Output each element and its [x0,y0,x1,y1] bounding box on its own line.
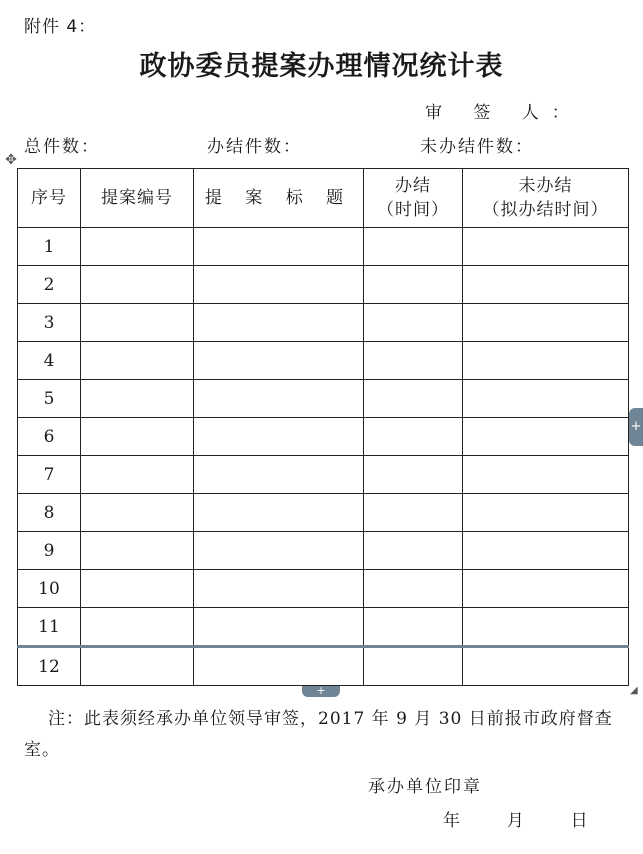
completed-time-cell[interactable] [364,380,463,418]
header-pending-line1: 未办结 [518,176,573,196]
table-resize-handle-icon[interactable]: ◢ [630,685,638,696]
header-completed-line2: （时间） [377,200,449,220]
reviewer-label-text: 审 签 人： [425,103,582,123]
proposal-title-cell[interactable] [194,608,364,647]
header-completed-line1: 办结 [395,176,431,196]
completed-time-cell[interactable] [364,304,463,342]
pending-time-cell[interactable] [463,228,629,266]
proposal-no-cell[interactable] [81,266,194,304]
table-row [18,304,629,342]
header-pending-time [463,169,629,228]
header-completed-time [364,169,463,228]
table-row [18,608,629,647]
table-move-handle-icon[interactable]: ✥ [5,152,17,168]
table-row [18,380,629,418]
table-row [18,570,629,608]
completed-time-cell[interactable] [364,418,463,456]
proposal-title-cell[interactable] [194,647,364,686]
row-seq-cell: 6 [18,418,81,456]
table-header-row [18,169,629,228]
completed-time-cell[interactable] [364,647,463,686]
proposal-no-cell[interactable] [81,647,194,686]
statistics-table [17,168,629,686]
proposal-title-cell[interactable] [194,570,364,608]
row-seq-cell: 4 [18,342,81,380]
unit-seal-label: 承办单位印章 [368,777,482,797]
completed-count-label: 办结件数： [207,137,302,157]
proposal-no-cell[interactable] [81,456,194,494]
table-row [18,418,629,456]
proposal-title-cell[interactable] [194,266,364,304]
table-row [18,494,629,532]
pending-time-cell[interactable] [463,494,629,532]
row-seq-cell: 5 [18,380,81,418]
completed-time-cell[interactable] [364,228,463,266]
signature-date [443,806,588,831]
row-seq-cell: 7 [18,456,81,494]
row-seq-cell: 1 [18,228,81,266]
date-day-label: 日 [570,811,588,831]
row-seq-cell: 11 [18,608,81,647]
pending-time-cell[interactable] [463,456,629,494]
completed-time-cell[interactable] [364,342,463,380]
row-seq-cell: 8 [18,494,81,532]
proposal-no-cell[interactable] [81,532,194,570]
row-seq-cell: 9 [18,532,81,570]
proposal-no-cell[interactable] [81,342,194,380]
header-pending-line2: （拟办结时间） [482,200,609,220]
pending-time-cell[interactable] [463,266,629,304]
document-title: 政协委员提案办理情况统计表 [139,51,504,82]
pending-time-cell[interactable] [463,304,629,342]
row-seq-cell: 3 [18,304,81,342]
header-proposal-title: 提 案 标 题 [194,169,364,228]
row-seq-cell: 12 [18,647,81,686]
pending-time-cell[interactable] [463,532,629,570]
completed-time-cell[interactable] [364,532,463,570]
table-row [18,342,629,380]
pending-time-cell[interactable] [463,647,629,686]
header-seq: 序号 [18,169,81,228]
date-month-label: 月 [506,811,524,831]
attachment-label: 附件 4： [24,17,97,37]
proposal-title-cell[interactable] [194,342,364,380]
add-column-plus-icon[interactable]: + [629,408,643,446]
table-row [18,532,629,570]
proposal-no-cell[interactable] [81,570,194,608]
add-row-plus-icon[interactable]: + [302,686,340,697]
row-seq-cell: 10 [18,570,81,608]
total-count-label: 总件数： [24,137,100,157]
proposal-no-cell[interactable] [81,228,194,266]
proposal-title-cell[interactable] [194,304,364,342]
proposal-title-cell[interactable] [194,228,364,266]
reviewer-label [425,98,582,123]
proposal-title-cell[interactable] [194,456,364,494]
proposal-no-cell[interactable] [81,608,194,647]
pending-count-label: 未办结件数： [420,137,534,157]
header-proposal-no: 提案编号 [81,169,194,228]
proposal-title-cell[interactable] [194,494,364,532]
pending-time-cell[interactable] [463,380,629,418]
row-seq-cell: 2 [18,266,81,304]
table-row [18,228,629,266]
table-row [18,266,629,304]
pending-time-cell[interactable] [463,342,629,380]
table-row [18,647,629,686]
proposal-no-cell[interactable] [81,418,194,456]
pending-time-cell[interactable] [463,570,629,608]
proposal-no-cell[interactable] [81,304,194,342]
date-year-label: 年 [443,811,460,831]
proposal-title-cell[interactable] [194,532,364,570]
proposal-no-cell[interactable] [81,380,194,418]
pending-time-cell[interactable] [463,418,629,456]
proposal-title-cell[interactable] [194,380,364,418]
table-row [18,456,629,494]
completed-time-cell[interactable] [364,494,463,532]
proposal-title-cell[interactable] [194,418,364,456]
completed-time-cell[interactable] [364,608,463,647]
proposal-no-cell[interactable] [81,494,194,532]
completed-time-cell[interactable] [364,266,463,304]
submission-note: 注：此表须经承办单位领导审签，2017 年 9 月 30 日前报市政府督查室。 [24,709,613,760]
completed-time-cell[interactable] [364,456,463,494]
pending-time-cell[interactable] [463,608,629,647]
completed-time-cell[interactable] [364,570,463,608]
